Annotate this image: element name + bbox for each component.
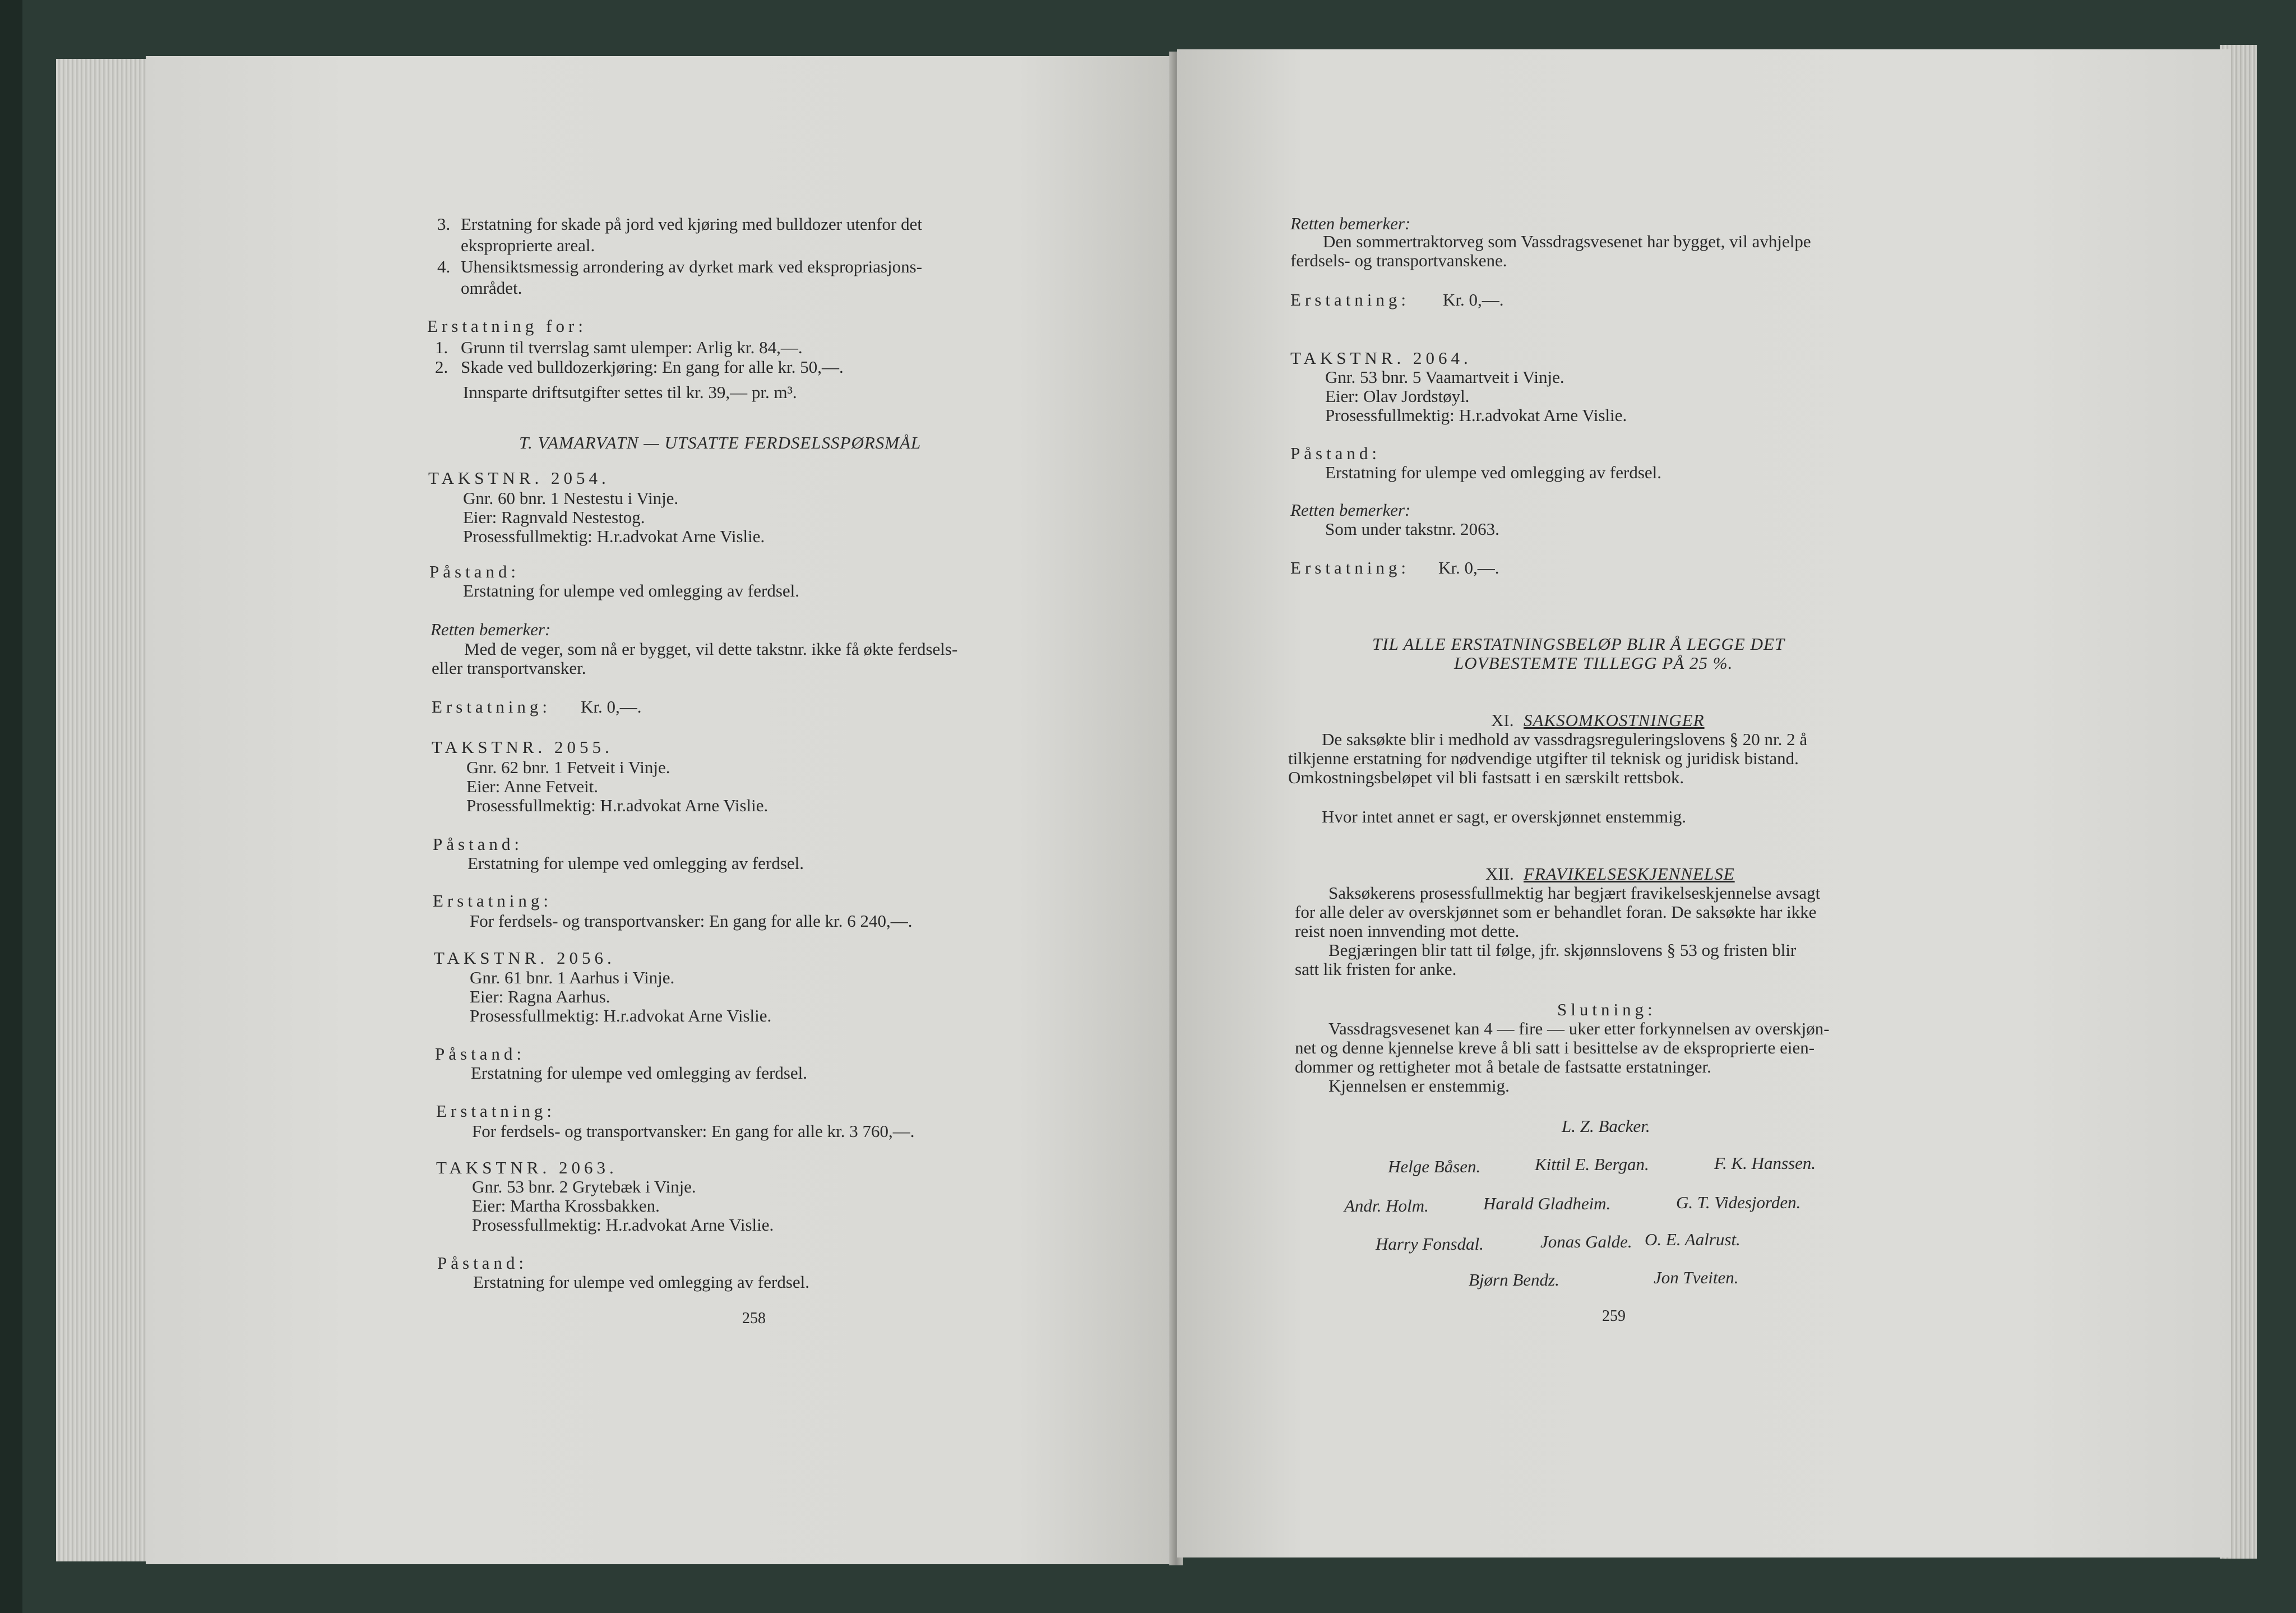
eier-line: Eier: Ragnvald Nestestog. — [463, 507, 645, 527]
gnr-line: Gnr. 53 bnr. 5 Vaamartveit i Vinje. — [1325, 367, 1564, 387]
prosess-line: Prosessfullmektig: H.r.advokat Arne Vislie. — [1325, 405, 1627, 425]
erstatning-label: Erstatning: — [1290, 290, 1410, 309]
erstatning-label: Erstatning: — [1290, 558, 1410, 577]
retten-text: Som under takstnr. 2063. — [1325, 519, 1499, 539]
retten-text-cont: eller transportvansker. — [432, 658, 586, 678]
body-text: net og denne kjennelse kreve å bli satt i besittelse av de eksproprierte eien- — [1295, 1038, 1815, 1057]
item-number: 3. — [437, 214, 451, 234]
item-number: 4. — [437, 257, 451, 276]
prosess-line: Prosessfullmektig: H.r.advokat Arne Vislie. — [466, 796, 769, 815]
signature: Kittil E. Bergan. — [1535, 1154, 1649, 1174]
right-page — [1177, 49, 2231, 1557]
gnr-line: Gnr. 62 bnr. 1 Fetveit i Vinje. — [466, 757, 670, 777]
body-text: reist noen innvending mot dette. — [1295, 921, 1520, 941]
signature: G. T. Videsjorden. — [1676, 1193, 1801, 1212]
scan-background-strip — [0, 0, 22, 1613]
body-text: Hvor intet annet er sagt, er overskjønnet enstemmig. — [1322, 807, 1686, 826]
eier-line: Eier: Martha Krossbakken. — [472, 1196, 660, 1215]
pastand-label: Påstand: — [429, 562, 520, 581]
pastand-text: Erstatning for ulempe ved omlegging av ferdsel. — [463, 581, 800, 600]
item-text: Skade ved bulldozerkjøring: En gang for alle kr. 50,—. — [461, 357, 844, 377]
takstnr-heading: TAKSTNR. 2064. — [1290, 348, 1472, 368]
pastand-label: Påstand: — [435, 1044, 526, 1064]
takstnr-heading: TAKSTNR. 2063. — [436, 1158, 618, 1177]
body-text: for alle deler av overskjønnet som er behandlet foran. De saksøkte har ikke — [1295, 902, 1817, 922]
retten-text: Den sommertraktorveg som Vassdragsvesenet har bygget, vil avhjelpe — [1323, 232, 1811, 251]
signature: Harry Fonsdal. — [1376, 1234, 1484, 1254]
erstatning-value: Kr. 0,—. — [1438, 558, 1499, 577]
erstatning-for-label: Erstatning for: — [427, 316, 587, 336]
erstatning-value: Kr. 0,—. — [1443, 290, 1504, 309]
item-text: Grunn til tverrslag samt ulemper: Arlig kr. 84,—. — [461, 338, 803, 357]
pastand-label: Påstand: — [437, 1253, 528, 1273]
page-edges-left — [56, 59, 157, 1561]
takstnr-heading: TAKSTNR. 2056. — [434, 948, 615, 968]
erstatning-label: Erstatning: — [436, 1101, 556, 1121]
retten-label: Retten bemerker: — [1290, 214, 1411, 233]
pastand-label: Påstand: — [433, 834, 524, 854]
gnr-line: Gnr. 61 bnr. 1 Aarhus i Vinje. — [470, 968, 675, 987]
retten-label: Retten bemerker: — [430, 620, 551, 639]
prosess-line: Prosessfullmektig: H.r.advokat Arne Vislie. — [472, 1215, 774, 1235]
tillegg-line: LOVBESTEMTE TILLEGG PÅ 25 %. — [1454, 653, 1733, 673]
section-title: FRAVIKELSESKJENNELSE — [1524, 864, 1735, 884]
prosess-line: Prosessfullmektig: H.r.advokat Arne Vislie. — [470, 1006, 772, 1025]
section-title: T. VAMARVATN — UTSATTE FERDSELSSPØRSMÅL — [519, 433, 922, 452]
section-title: SAKSOMKOSTNINGER — [1524, 710, 1705, 730]
gnr-line: Gnr. 60 bnr. 1 Nestestu i Vinje. — [463, 488, 679, 508]
body-text: tilkjenne erstatning for nødvendige utgifter til teknisk og juridisk bistand. — [1288, 748, 1799, 768]
section-number: XI. — [1491, 710, 1514, 730]
signature: Harald Gladheim. — [1483, 1194, 1611, 1213]
prosess-line: Prosessfullmektig: H.r.advokat Arne Vislie. — [463, 526, 765, 546]
pastand-text: Erstatning for ulempe ved omlegging av ferdsel. — [473, 1272, 810, 1292]
signature: O. E. Aalrust. — [1645, 1230, 1740, 1249]
item-text-cont: området. — [461, 278, 522, 298]
retten-text-cont: ferdsels- og transportvanskene. — [1290, 251, 1507, 270]
pastand-text: Erstatning for ulempe ved omlegging av ferdsel. — [467, 853, 804, 873]
erstatning-text: For ferdsels- og transportvansker: En gang for alle kr. 3 760,—. — [472, 1121, 915, 1141]
body-text: Omkostningsbeløpet vil bli fastsatt i en særskilt rettsbok. — [1288, 768, 1684, 787]
takstnr-heading: TAKSTNR. 2054. — [428, 468, 610, 488]
erstatning-text: For ferdsels- og transportvansker: En gang for alle kr. 6 240,—. — [470, 911, 913, 931]
section-number: XII. — [1485, 864, 1514, 884]
item-number: 2. — [435, 357, 448, 377]
body-text: Kjennelsen er enstemmig. — [1328, 1076, 1510, 1096]
erstatning-label: Erstatning: — [433, 891, 553, 911]
eier-line: Eier: Ragna Aarhus. — [470, 987, 610, 1006]
erstatning-label: Erstatning: — [432, 697, 552, 717]
page-number: 259 — [1602, 1307, 1626, 1325]
tillegg-line: TIL ALLE ERSTATNINGSBELØP BLIR Å LEGGE DET — [1372, 634, 1785, 654]
pastand-text: Erstatning for ulempe ved omlegging av ferdsel. — [471, 1063, 808, 1083]
signature: Bjørn Bendz. — [1469, 1270, 1559, 1290]
pastand-label: Påstand: — [1290, 443, 1381, 463]
signature: Andr. Holm. — [1344, 1196, 1429, 1215]
signature: Jon Tveiten. — [1654, 1268, 1739, 1287]
signature: F. K. Hanssen. — [1714, 1153, 1816, 1173]
item-number: 1. — [435, 338, 448, 357]
retten-text: Med de veger, som nå er bygget, vil dette takstnr. ikke få økte ferdsels- — [464, 639, 958, 659]
signature: L. Z. Backer. — [1562, 1116, 1650, 1136]
signature: Jonas Galde. — [1540, 1232, 1632, 1251]
innsparte-text: Innsparte driftsutgifter settes til kr. 39,— pr. m³. — [463, 382, 797, 402]
gnr-line: Gnr. 53 bnr. 2 Grytebæk i Vinje. — [472, 1177, 696, 1196]
signature: Helge Båsen. — [1388, 1157, 1481, 1176]
item-text: Uhensiktsmessig arrondering av dyrket mark ved ekspropriasjons- — [461, 257, 923, 276]
takstnr-heading: TAKSTNR. 2055. — [432, 737, 613, 757]
body-text: Begjæringen blir tatt til følge, jfr. skjønnslovens § 53 og fristen blir — [1328, 940, 1797, 960]
body-text: dommer og rettigheter mot å betale de fastsatte erstatninger. — [1295, 1057, 1711, 1076]
eier-line: Eier: Olav Jordstøyl. — [1325, 386, 1470, 406]
body-text: Vassdragsvesenet kan 4 — fire — uker etter forkynnelsen av overskjøn- — [1328, 1019, 1830, 1038]
page-number: 258 — [742, 1310, 766, 1327]
body-text: Saksøkerens prosessfullmektig har begjært fravikelseskjennelse avsagt — [1328, 883, 1821, 903]
pastand-text: Erstatning for ulempe ved omlegging av ferdsel. — [1325, 463, 1662, 482]
erstatning-value: Kr. 0,—. — [581, 697, 642, 717]
slutning-label: Slutning: — [1557, 1000, 1656, 1019]
body-text: De saksøkte blir i medhold av vassdragsreguleringslovens § 20 nr. 2 å — [1322, 729, 1808, 749]
eier-line: Eier: Anne Fetveit. — [466, 777, 599, 796]
item-text: Erstatning for skade på jord ved kjøring med bulldozer utenfor det — [461, 214, 922, 234]
body-text: satt lik fristen for anke. — [1295, 959, 1457, 979]
retten-label: Retten bemerker: — [1290, 500, 1411, 520]
item-text-cont: eksproprierte areal. — [461, 235, 595, 255]
